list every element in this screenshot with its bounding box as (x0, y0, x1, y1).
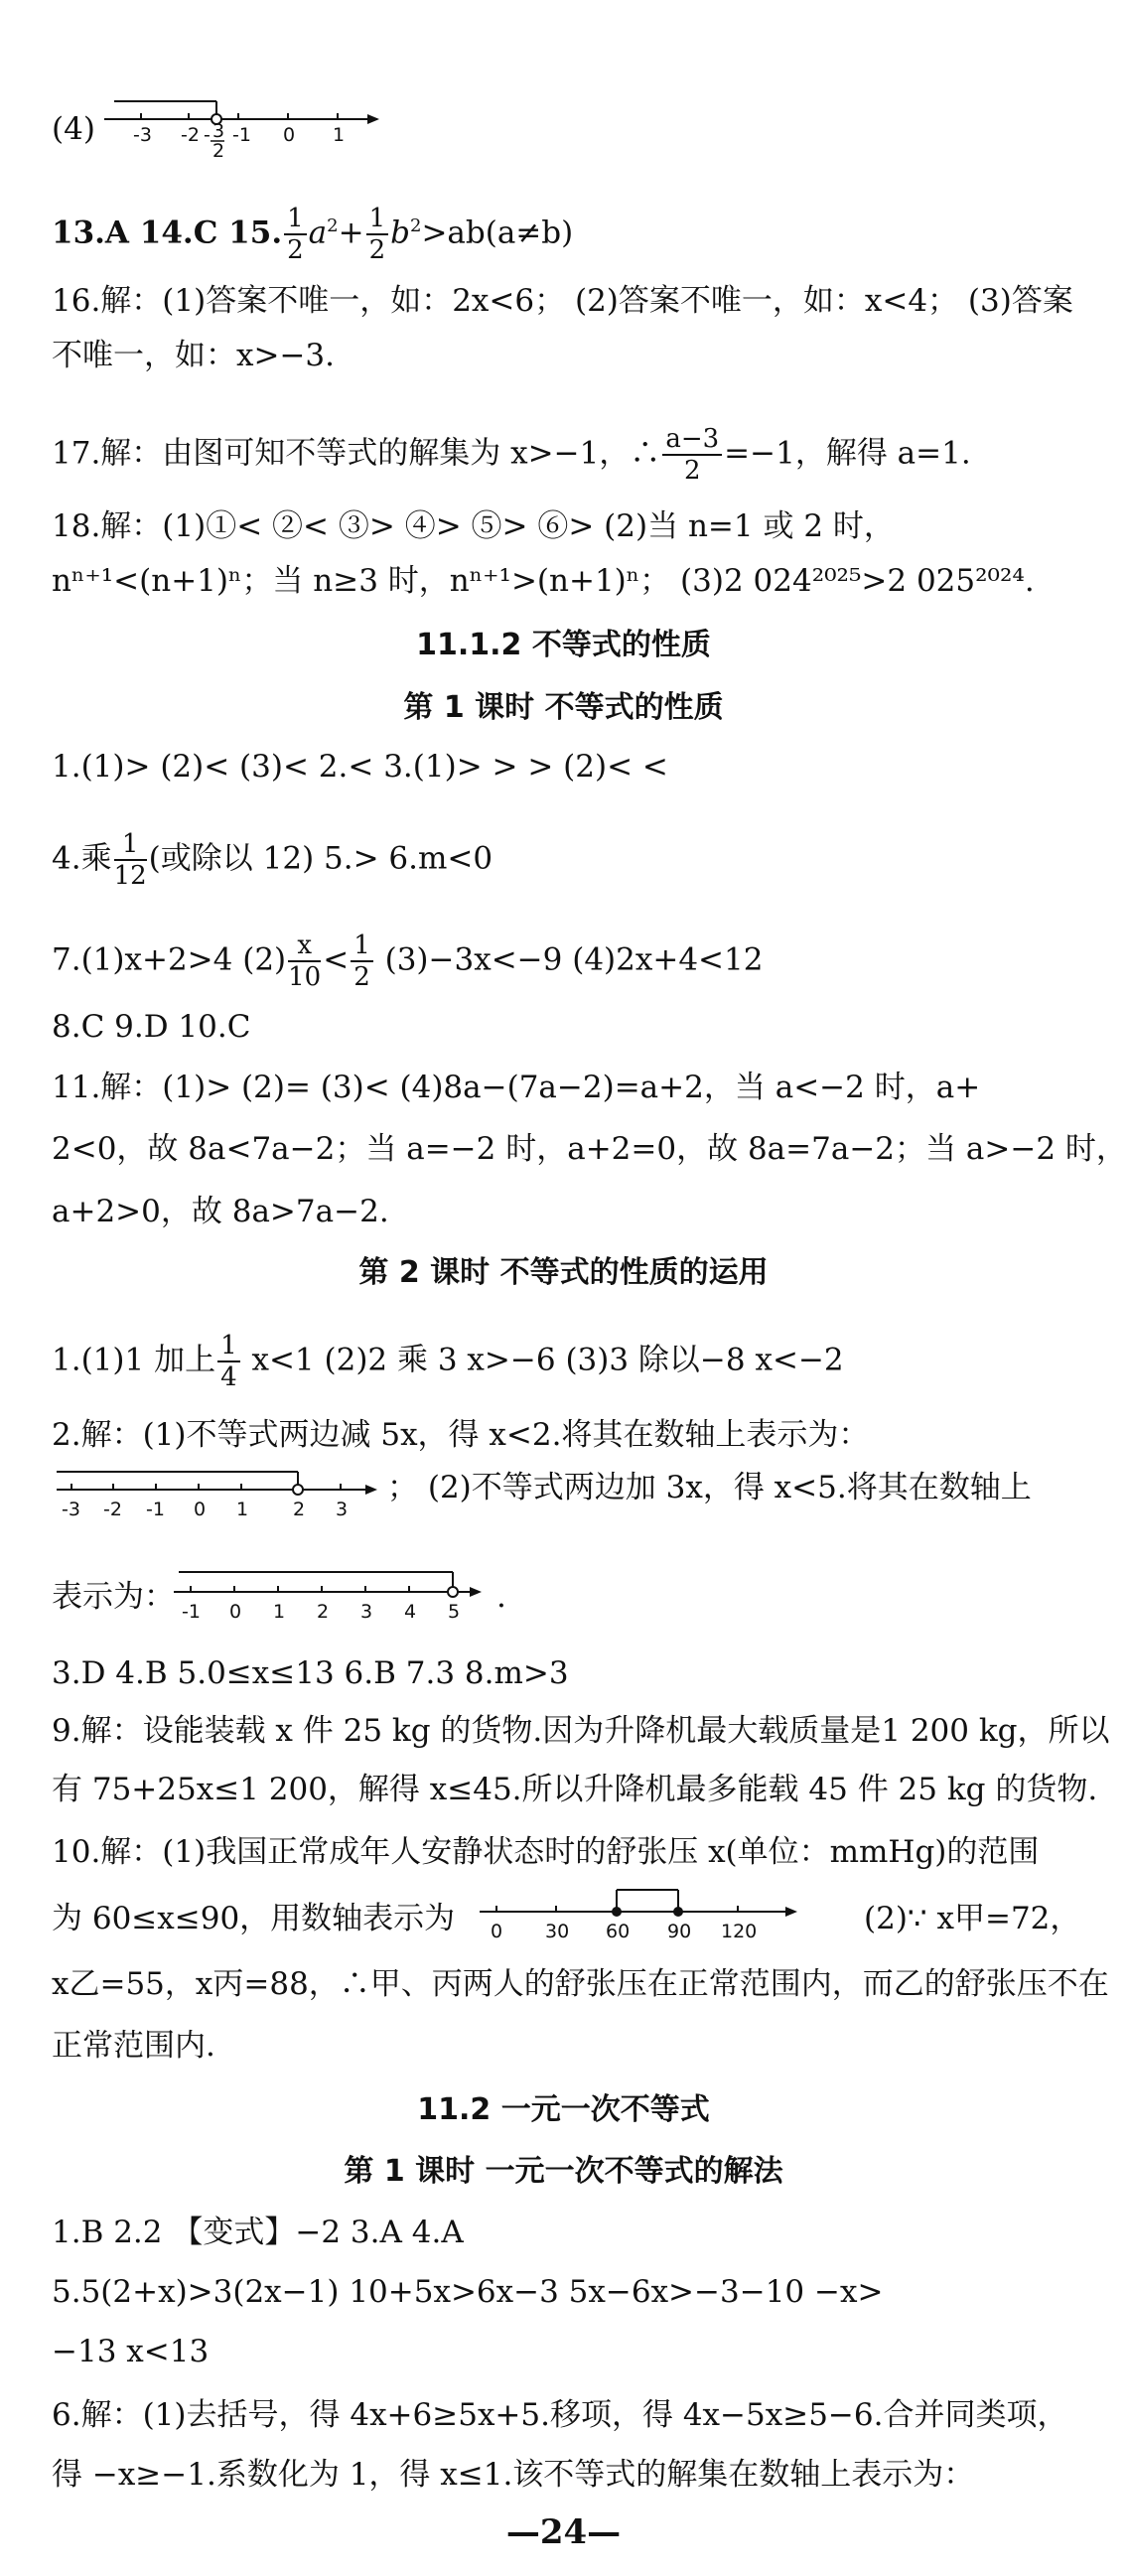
lesson-1-heading: 第 1 课时 不等式的性质 (403, 690, 724, 725)
answer-c10-line3: x乙=55，x丙=88，∴甲、丙两人的舒张压在正常范围内，而乙的舒张压不在 (52, 1966, 1109, 2002)
answer-c2-line1: 2.解：(1)不等式两边减 5x，得 x<2.将其在数轴上表示为： (52, 1417, 870, 1453)
answer-c10-line2: 为 60≤x≤90，用数轴表示为 (52, 1901, 456, 1936)
tick-label: 30 (545, 1921, 570, 1942)
arrow-icon (365, 1485, 377, 1495)
number-line-top-svg (99, 81, 397, 161)
answer-c10-part2: (2)∵ x甲=72， (864, 1901, 1081, 1936)
page-number: —24— (505, 2512, 622, 2552)
answer-d1: 1.B 2.2 【变式】−2 3.A 4.A (52, 2215, 464, 2250)
tick-label: 0 (283, 124, 296, 146)
item-4-label: (4) (52, 111, 95, 147)
answer-c3: 3.D 4.B 5.0≤x≤13 6.B 7.3 8.m>3 (52, 1655, 569, 1691)
answer-c9-line1: 9.解：设能装载 x 件 25 kg 的货物.因为升降机最大载质量是1 200 kg，所以 (52, 1713, 1110, 1749)
number-line-3 (169, 1554, 496, 1633)
answer-c9-line2: 有 75+25x≤1 200，解得 x≤45.所以升降机最多能载 45 件 25 kg 的货物. (52, 1772, 1098, 1807)
fraction: $\frac{1}{2}$ (284, 204, 307, 265)
fraction: $\frac{1}{2}$ (351, 930, 373, 992)
answer-b1: 1.(1)> (2)< (3)< 2.< 3.(1)> > > (2)< < (52, 749, 668, 785)
fraction: $\frac{x}{10}$ (288, 930, 322, 992)
number-line-4-svg (475, 1872, 812, 1946)
tick-label: 0 (491, 1921, 503, 1942)
answer-16-line2: 不唯一，如：x>−3. (52, 338, 336, 373)
answer-18-line2: nⁿ⁺¹<(n+1)ⁿ；当 n≥3 时，nⁿ⁺¹>(n+1)ⁿ； (3)2 024²⁰²⁵>2 025²⁰²⁴. (52, 563, 1035, 599)
fraction: $\frac{1}{12}$ (113, 829, 147, 891)
tick-frac-num: 3 (212, 120, 225, 142)
number-line-top (99, 81, 397, 165)
answer-b11-line1: 11.解：(1)> (2)= (3)< (4)8a−(7a−2)=a+2，当 a<−2 时，a+ (52, 1070, 981, 1105)
tick-label: 1 (273, 1601, 286, 1623)
fraction: $\frac{1}{2}$ (366, 204, 389, 265)
tick-label: 3 (360, 1601, 373, 1623)
tick-label: 1 (236, 1499, 249, 1520)
closed-circle-icon (612, 1907, 622, 1917)
tick-frac-den: 2 (212, 140, 225, 161)
lesson-3-heading: 第 1 课时 一元一次不等式的解法 (344, 2154, 783, 2189)
number-line-2-svg (52, 1458, 389, 1527)
tick-label: 90 (667, 1921, 692, 1942)
answer-c10-line1: 10.解：(1)我国正常成年人安静状态时的舒张压 x(单位：mmHg)的范围 (52, 1834, 1040, 1870)
fraction: $\frac{1}{4}$ (217, 1331, 240, 1392)
tick-frac-sign: - (204, 124, 211, 146)
answer-16-line1: 16.解：(1)答案不唯一，如：2x<6； (2)答案不唯一，如：x<4； (3)答案 (52, 283, 1073, 319)
answer-17: 17.解：由图可知不等式的解集为 x>−1，∴ $\frac{a-3}{2}$ =−1，解得 a=1. (52, 424, 971, 486)
closed-circle-icon (673, 1907, 683, 1917)
arrow-icon (367, 114, 379, 124)
tick-label: 0 (229, 1601, 242, 1623)
answer-d6-line1: 6.解：(1)去括号，得 4x+6≥5x+5.移项，得 4x−5x≥5−6.合并同类项， (52, 2397, 1068, 2433)
answer-b8: 8.C 9.D 10.C (52, 1009, 251, 1045)
number-line-4 (475, 1872, 812, 1950)
tick-label: -1 (232, 124, 251, 146)
answer-c10-line4: 正常范围内. (52, 2028, 215, 2064)
answer-d5-line1: 5.5(2+x)>3(2x−1) 10+5x>6x−3 5x−6x>−3−10 −x> (52, 2274, 884, 2310)
answer-b4: 4.乘 $\frac{1}{12}$ (或除以 12) 5.> 6.m<0 (52, 829, 493, 891)
tick-label: -2 (181, 124, 200, 146)
answer-b7: 7.(1)x+2>4 (2) $\frac{x}{10}$ < $\frac{1}{2}$ (3)−3x<−9 (4)2x+4<12 (52, 930, 764, 992)
answer-b11-line3: a+2>0，故 8a>7a−2. (52, 1194, 389, 1229)
tick-label: -1 (146, 1499, 165, 1520)
answer-c2-line3: 表示为： (52, 1579, 175, 1615)
answer-18-line1: 18.解：(1)①< ②< ③> ④> ⑤> ⑥> (2)当 n=1 或 2 时， (52, 508, 895, 544)
tick-label: 120 (721, 1921, 758, 1942)
answer-c2-end: . (496, 1579, 506, 1615)
number-line-3-svg (169, 1554, 496, 1629)
tick-label: -2 (103, 1499, 122, 1520)
tick-label: 2 (317, 1601, 330, 1623)
section-heading-11-1-2: 11.1.2 不等式的性质 (416, 628, 711, 662)
answer-d6-line2: 得 −x≥−1.系数化为 1，得 x≤1.该不等式的解集在数轴上表示为： (52, 2457, 975, 2493)
tick-label: -1 (182, 1601, 201, 1623)
tick-label: 60 (606, 1921, 631, 1942)
open-circle-icon (293, 1485, 303, 1495)
answer-b11-line2: 2<0，故 8a<7a−2；当 a=−2 时，a+2=0，故 8a=7a−2；当 a>−2 时， (52, 1131, 1127, 1167)
tick-label: 5 (448, 1601, 461, 1623)
fraction: $\frac{a-3}{2}$ (662, 424, 722, 486)
arrow-icon (785, 1907, 797, 1917)
open-circle-icon (448, 1587, 458, 1597)
tick-label: 0 (194, 1499, 207, 1520)
answer-d5-line2: −13 x<13 (52, 2334, 210, 2369)
tick-label: 4 (404, 1601, 417, 1623)
answer-13-15: 13.A 14.C 15. $\frac{1}{2}$ $a^2+$ $\frac{1}{2}$ $b^2>ab(a\ne b)$ (52, 204, 574, 265)
tick-label: 2 (293, 1499, 306, 1520)
answer-c2-line2: ； (2)不等式两边加 3x，得 x<5.将其在数轴上 (387, 1470, 1032, 1505)
lesson-2-heading: 第 2 课时 不等式的性质的运用 (358, 1255, 769, 1290)
number-line-2 (52, 1458, 389, 1531)
tick-label: 3 (336, 1499, 349, 1520)
arrow-icon (470, 1587, 482, 1597)
tick-label: 1 (333, 124, 346, 146)
section-heading-11-2: 11.2 一元一次不等式 (417, 2092, 710, 2127)
answer-c1: 1.(1)1 加上 $\frac{1}{4}$ x<1 (2)2 乘 3 x>−6 (3)3 除以−8 x<−2 (52, 1331, 844, 1392)
tick-label: -3 (133, 124, 152, 146)
tick-label: -3 (62, 1499, 80, 1520)
